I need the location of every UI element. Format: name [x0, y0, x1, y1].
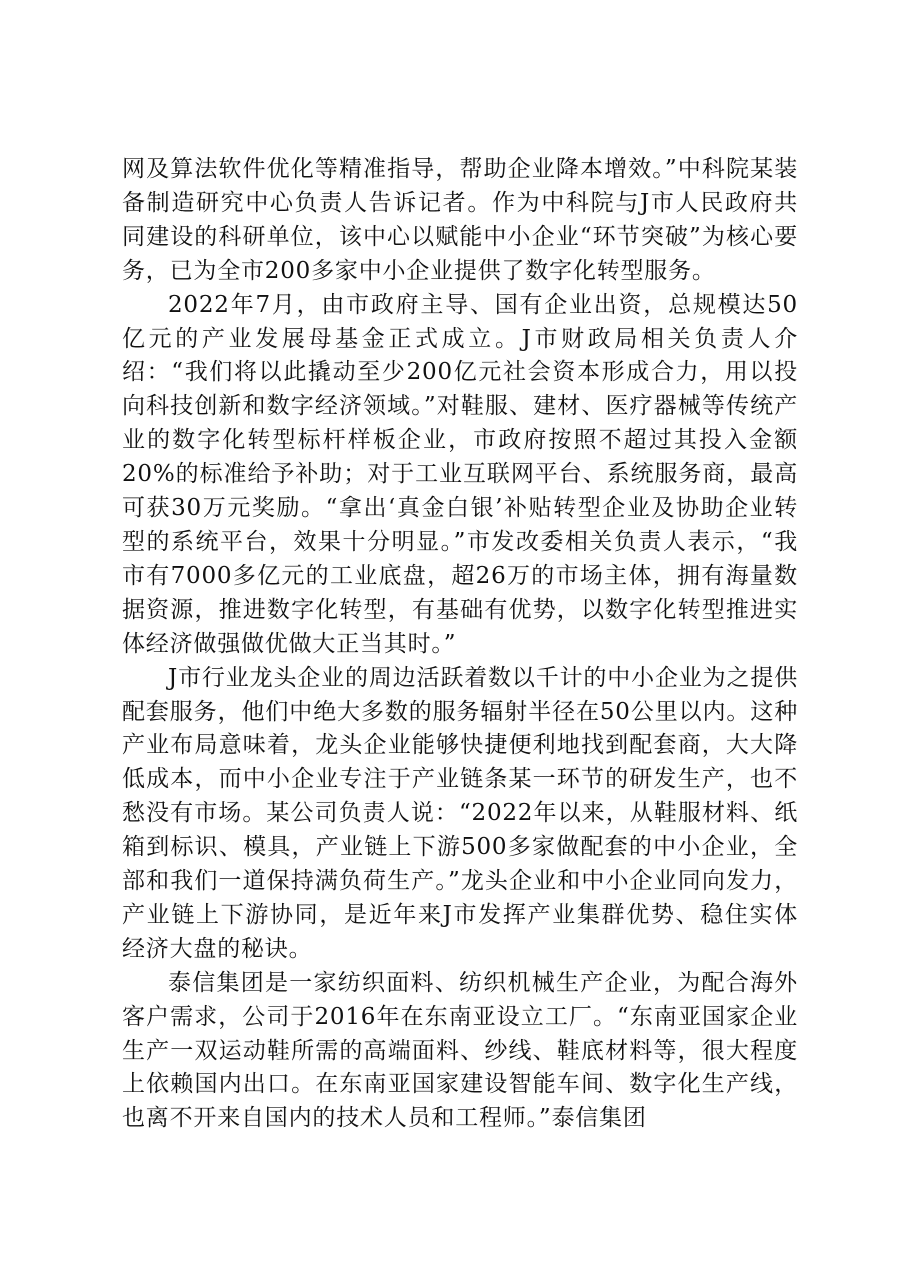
- paragraph-taixin-group: 泰信集团是一家纺织面料、纺织机械生产企业，为配合海外客户需求，公司于2016年在东南亚设立工厂。“东南亚国家企业生产一双运动鞋所需的高端面料、纱线、鞋底材料等，很大程度上依赖国内出口。在东南亚国家建设智能车间、数字化生产线，也离不开来自国内的技术人员和工程师。”泰信集团: [122, 969, 798, 1132]
- paragraph-fund: 2022年7月，由市政府主导、国有企业出资，总规模达50亿元的产业发展母基金正式成立。J市财政局相关负责人介绍：“我们将以此撬动至少200亿元社会资本形成合力，用以投向科技创新和数字经济领域。”对鞋服、建材、医疗器械等传统产业的数字化转型标杆样板企业，市政府按照不超过其投入金额20%的标准给予补助；对于工业互联网平台、系统服务商，最高可获30万元奖励。“拿出‘真金白银’补贴转型企业及协助企业转型的系统平台，效果十分明显。”市发改委相关负责人表示，“我市有7000多亿元的工业底盘，超26万的市场主体，拥有海量数据资源，推进数字化转型，有基础有优势，以数字化转型推进实体经济做强做优做大正当其时。”: [122, 291, 798, 657]
- paragraph-industry-chain: J市行业龙头企业的周边活跃着数以千计的中小企业为之提供配套服务，他们中绝大多数的服务辐射半径在50公里以内。这种产业布局意味着，龙头企业能够快捷便利地找到配套商，大大降低成本，而中小企业专注于产业链条某一环节的研发生产，也不愁没有市场。某公司负责人说：“2022年以来，从鞋服材料、纸箱到标识、模具，产业链上下游500多家做配套的中小企业，全部和我们一道保持满负荷生产。”龙头企业和中小企业同向发力，产业链上下游协同，是近年来J市发挥产业集群优势、稳住实体经济大盘的秘诀。: [122, 664, 798, 962]
- paragraph-continuation: 网及算法软件优化等精准指导，帮助企业降本增效。”中科院某装备制造研究中心负责人告诉记者。作为中科院与J市人民政府共同建设的科研单位，该中心以赋能中小企业“环节突破”为核心要务，已为全市200多家中小企业提供了数字化转型服务。: [122, 156, 798, 284]
- article-body: [122, 153, 798, 1136]
